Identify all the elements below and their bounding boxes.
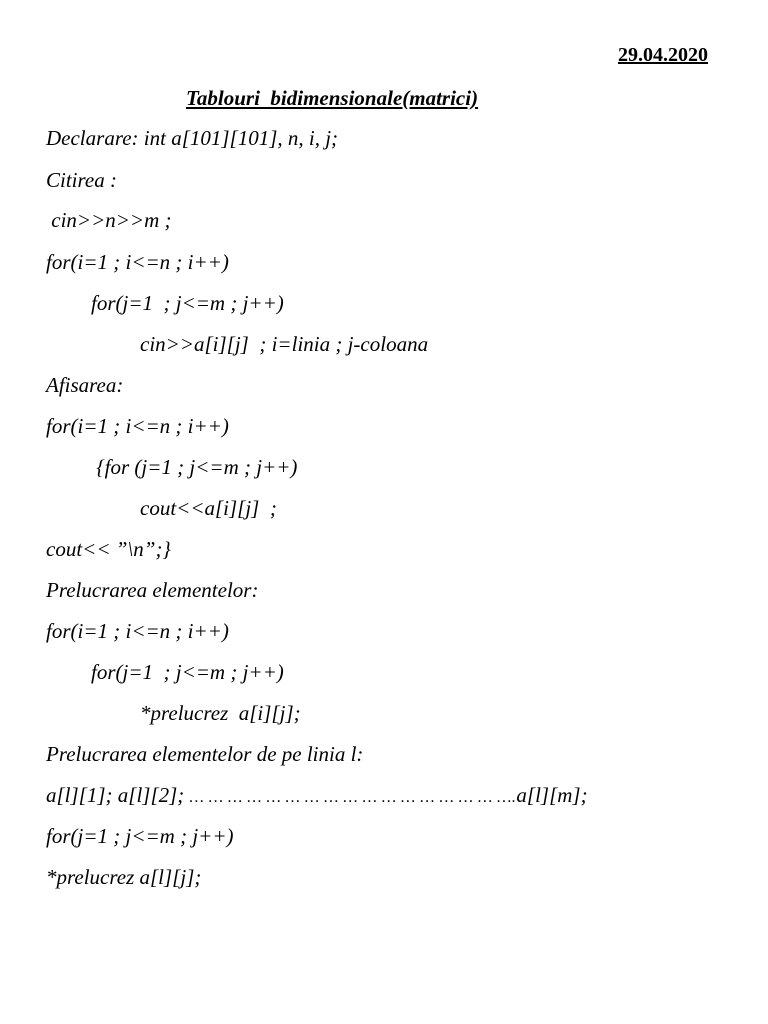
code-line: for(i=1 ; i<=n ; i++) <box>46 414 229 438</box>
code-line: for(j=1 ; j<=m ; j++) <box>46 824 234 848</box>
section-heading-reading: Citirea : <box>46 168 117 192</box>
code-line: for(j=1 ; j<=m ; j++) <box>91 660 284 684</box>
code-line: *prelucrez a[l][j]; <box>46 865 202 889</box>
code-line: for(i=1 ; i<=n ; i++) <box>46 250 229 274</box>
code-line: *prelucrez a[i][j]; <box>140 701 301 725</box>
code-line: cin>>n>>m ; <box>46 208 172 232</box>
document-title: Tablouri bidimensionale(matrici) <box>186 86 479 110</box>
code-line: cin>>a[i][j] ; i=linia ; j-coloana <box>140 332 429 356</box>
code-line: for(i=1 ; i<=n ; i++) <box>46 619 229 643</box>
code-line: {for (j=1 ; j<=m ; j++) <box>91 455 298 479</box>
row-elements-end: a[l][m]; <box>516 783 588 807</box>
code-line: for(j=1 ; j<=m ; j++) <box>91 291 284 315</box>
code-line: cout<<a[i][j] ; <box>140 496 277 520</box>
code-line: cout<< ”\n”;} <box>46 537 171 561</box>
document-date: 29.04.2020 <box>618 44 708 66</box>
row-elements-start: a[l][1]; a[l][2]; <box>46 783 190 807</box>
section-heading-processing: Prelucrarea elementelor: <box>46 578 259 602</box>
ellipsis-dots: … … … … … … … … … … … … … … … … …. <box>189 789 517 806</box>
section-heading-display: Afisarea: <box>46 373 124 397</box>
code-line <box>46 785 588 806</box>
declaration-line: Declarare: int a[101][101], n, i, j; <box>46 126 339 150</box>
section-heading-row-processing: Prelucrarea elementelor de pe linia l: <box>46 742 364 766</box>
